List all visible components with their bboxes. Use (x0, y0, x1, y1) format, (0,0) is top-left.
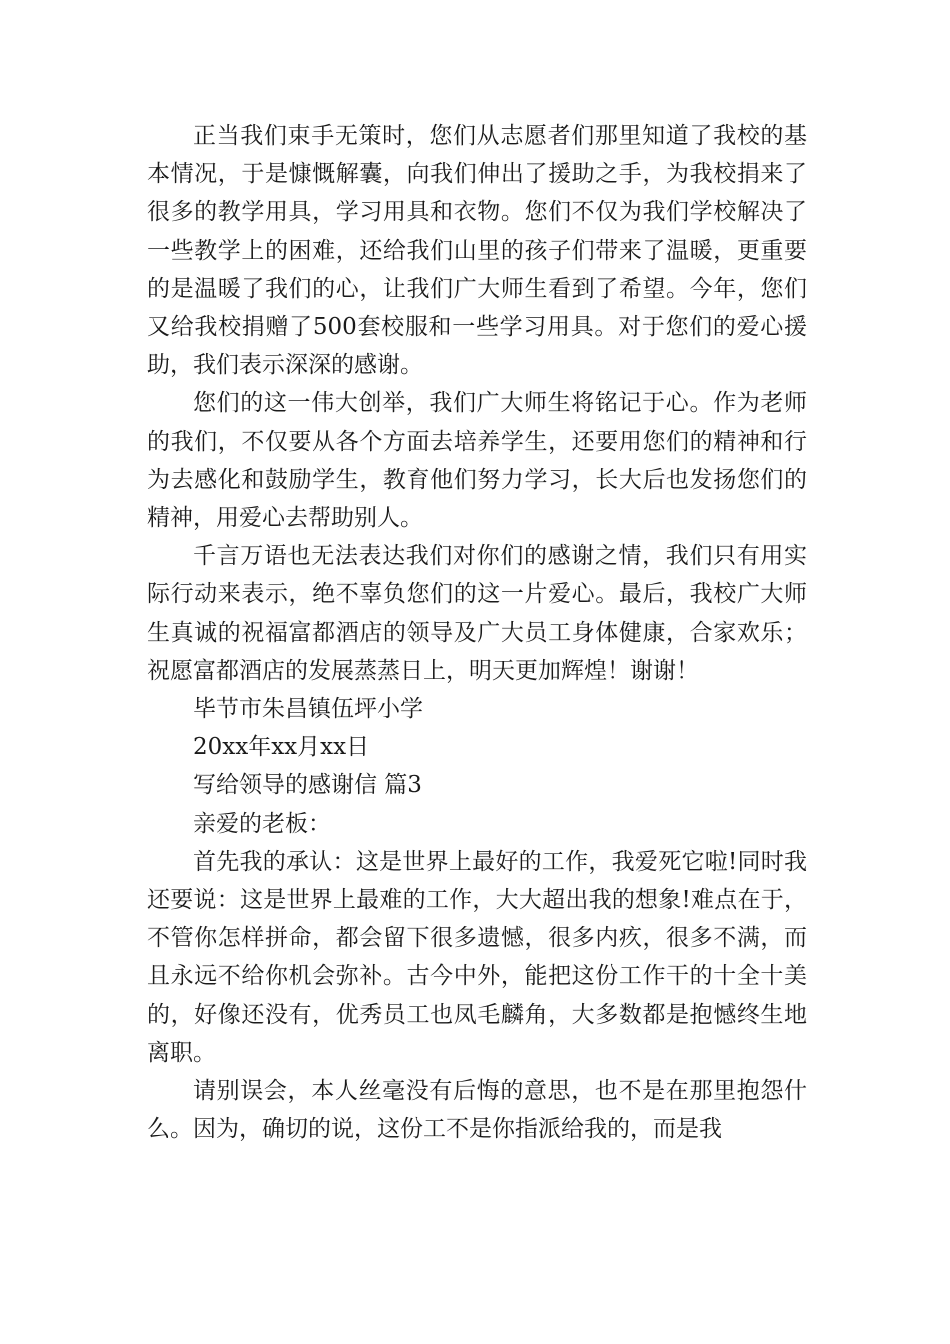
body-paragraph: 您们的这一伟大创举，我们广大师生将铭记于心。作为老师的我们，不仅要从各个方面去培养学生，还要用您们的精神和行为去感化和鼓励学生，教育他们努力学习，长大后也发扬您们的精神，用爱心去帮助别人。 (147, 390, 807, 532)
body-paragraph: 千言万语也无法表达我们对你们的感谢之情，我们只有用实际行动来表示，绝不辜负您们的这一片爱心。最后，我校广大师生真诚的祝福富都酒店的领导及广大员工身体健康，合家欢乐；祝愿富都酒店的发展蒸蒸日上，明天更加辉煌！谢谢！ (147, 543, 807, 684)
salutation: 亲爱的老板： (193, 810, 331, 837)
body-paragraph: 请别误会，本人丝毫没有后悔的意思，也不是在那里抱怨什么。因为，确切的说，这份工不是你指派给我的，而是我 (147, 1078, 807, 1143)
signature: 毕节市朱昌镇伍坪小学 (193, 696, 423, 723)
date: 20xx年xx月xx日 (193, 734, 370, 761)
body-paragraph: 正当我们束手无策时，您们从志愿者们那里知道了我校的基本情况，于是慷慨解囊，向我们伸出了援助之手，为我校捐来了很多的教学用具，学习用具和衣物。您们不仅为我们学校解决了一些教学上的困难，还给我们山里的孩子们带来了温暖，更重要的是温暖了我们的心，让我们广大师生看到了希望。今年，您们又给我校捐赠了500套校服和一些学习用具。对于您们的爱心援助，我们表示深深的感谢。 (147, 123, 807, 379)
document-body (147, 117, 807, 1148)
section-title: 写给领导的感谢信 篇3 (193, 772, 422, 799)
body-paragraph: 首先我的承认：这是世界上最好的工作，我爱死它啦!同时我还要说：这是世界上最难的工作，大大超出我的想象!难点在于，不管你怎样拼命，都会留下很多遗憾，很多内疚，很多不满，而且永远不给你机会弥补。古今中外，能把这份工作干的十全十美的，好像还没有，优秀员工也凤毛麟角，大多数都是抱憾终生地离职。 (147, 848, 807, 1066)
